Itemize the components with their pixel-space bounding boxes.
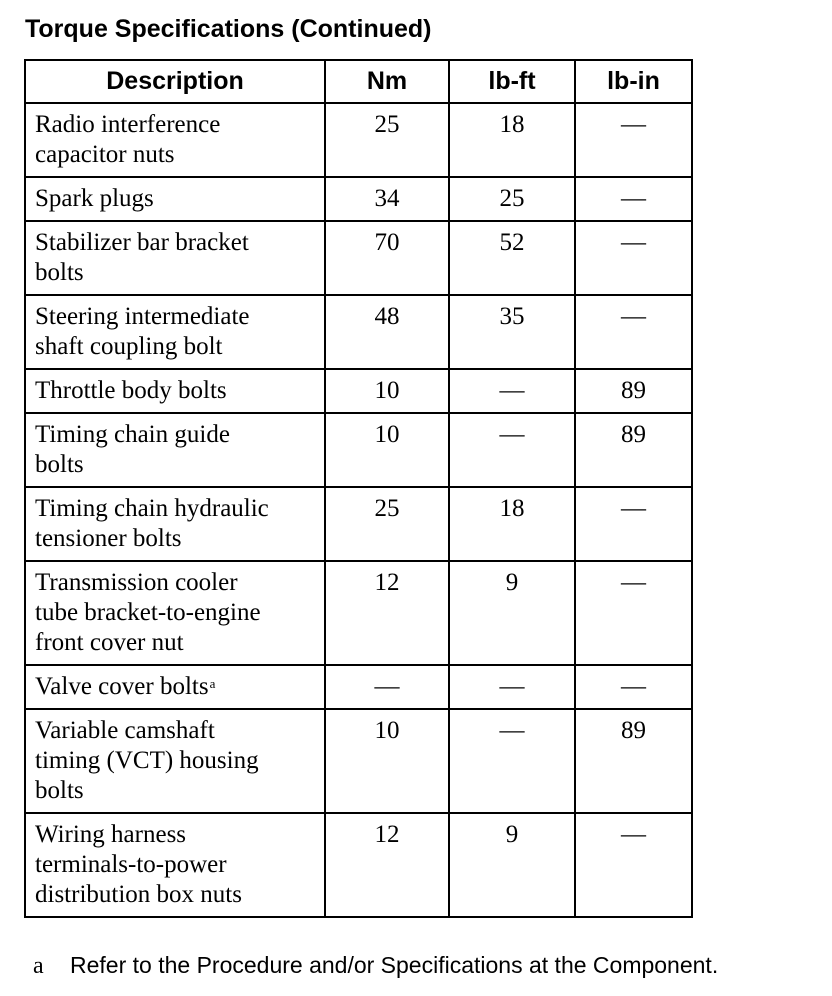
lbin-cell: 89 bbox=[575, 709, 692, 813]
description-line: Wiring harness bbox=[35, 821, 187, 848]
description-line: Timing chain guide bbox=[35, 421, 230, 448]
lbin-cell: — bbox=[575, 221, 692, 295]
table-row bbox=[25, 103, 692, 177]
description-line: terminals-to-power bbox=[35, 851, 227, 878]
description-cell bbox=[25, 709, 325, 813]
lbin-cell: — bbox=[575, 487, 692, 561]
header-lbin: lb-in bbox=[575, 60, 692, 103]
table-row bbox=[25, 487, 692, 561]
lbft-cell: 18 bbox=[449, 487, 575, 561]
nm-cell: 25 bbox=[325, 103, 449, 177]
nm-cell: 34 bbox=[325, 177, 449, 221]
lbft-cell: — bbox=[449, 665, 575, 709]
lbin-cell: 89 bbox=[575, 413, 692, 487]
table-header-row bbox=[25, 60, 692, 103]
lbft-cell: — bbox=[449, 413, 575, 487]
description-cell bbox=[25, 295, 325, 369]
torque-spec-table bbox=[24, 59, 693, 918]
description-line: Timing chain hydraulic bbox=[35, 495, 269, 522]
table-row bbox=[25, 295, 692, 369]
footnote-marker: a bbox=[33, 953, 44, 979]
description-cell bbox=[25, 665, 325, 709]
header-description: Description bbox=[25, 60, 325, 103]
description-line-with-note bbox=[35, 672, 318, 702]
lbin-cell: 89 bbox=[575, 369, 692, 413]
table-row bbox=[25, 369, 692, 413]
description-cell bbox=[25, 369, 325, 413]
description-line: distribution box nuts bbox=[35, 881, 242, 908]
description-line: Variable camshaft bbox=[35, 717, 215, 744]
description-line: Spark plugs bbox=[35, 185, 154, 212]
lbft-cell: 35 bbox=[449, 295, 575, 369]
table-row bbox=[25, 561, 692, 665]
description-line: capacitor nuts bbox=[35, 141, 175, 168]
description-line: bolts bbox=[35, 451, 84, 478]
description-cell bbox=[25, 561, 325, 665]
lbin-cell: — bbox=[575, 103, 692, 177]
nm-cell: 10 bbox=[325, 709, 449, 813]
header-nm: Nm bbox=[325, 60, 449, 103]
lbft-cell: — bbox=[449, 709, 575, 813]
description-line: Stabilizer bar bracket bbox=[35, 229, 249, 256]
description-cell bbox=[25, 177, 325, 221]
description-line: Steering intermediate bbox=[35, 303, 250, 330]
table-row bbox=[25, 665, 692, 709]
nm-cell: 25 bbox=[325, 487, 449, 561]
description-line: shaft coupling bolt bbox=[35, 333, 223, 360]
lbft-cell: 9 bbox=[449, 813, 575, 917]
description-cell bbox=[25, 221, 325, 295]
description-line: Radio interference bbox=[35, 111, 221, 138]
table-row bbox=[25, 413, 692, 487]
lbft-cell: — bbox=[449, 369, 575, 413]
description-cell bbox=[25, 413, 325, 487]
lbft-cell: 18 bbox=[449, 103, 575, 177]
table-row bbox=[25, 709, 692, 813]
lbin-cell: — bbox=[575, 813, 692, 917]
nm-cell: 12 bbox=[325, 561, 449, 665]
nm-cell: 12 bbox=[325, 813, 449, 917]
table-body bbox=[25, 103, 692, 917]
description-line: front cover nut bbox=[35, 629, 184, 656]
description-line: Transmission cooler bbox=[35, 569, 238, 596]
lbft-cell: 9 bbox=[449, 561, 575, 665]
description-line: timing (VCT) housing bbox=[35, 747, 259, 774]
lbin-cell: — bbox=[575, 561, 692, 665]
footnote-reference: a bbox=[209, 676, 216, 691]
nm-cell: 10 bbox=[325, 413, 449, 487]
description-cell bbox=[25, 103, 325, 177]
lbin-cell: — bbox=[575, 295, 692, 369]
nm-cell: 48 bbox=[325, 295, 449, 369]
footnote-text: Refer to the Procedure and/or Specifications at the Component. bbox=[70, 952, 719, 978]
footnote bbox=[33, 950, 718, 981]
lbft-cell: 52 bbox=[449, 221, 575, 295]
table-row bbox=[25, 177, 692, 221]
nm-cell: 70 bbox=[325, 221, 449, 295]
description-cell bbox=[25, 813, 325, 917]
header-lbft: lb-ft bbox=[449, 60, 575, 103]
lbin-cell: — bbox=[575, 177, 692, 221]
lbft-cell: 25 bbox=[449, 177, 575, 221]
lbin-cell: — bbox=[575, 665, 692, 709]
nm-cell: — bbox=[325, 665, 449, 709]
description-line: bolts bbox=[35, 777, 84, 804]
nm-cell: 10 bbox=[325, 369, 449, 413]
table-row bbox=[25, 813, 692, 917]
description-line: tube bracket-to-engine bbox=[35, 599, 261, 626]
description-line: Valve cover bolts bbox=[35, 673, 209, 700]
table-row bbox=[25, 221, 692, 295]
description-line: bolts bbox=[35, 259, 84, 286]
description-line: Throttle body bolts bbox=[35, 377, 227, 404]
description-cell bbox=[25, 487, 325, 561]
page-title: Torque Specifications (Continued) bbox=[25, 15, 432, 43]
description-line: tensioner bolts bbox=[35, 525, 182, 552]
